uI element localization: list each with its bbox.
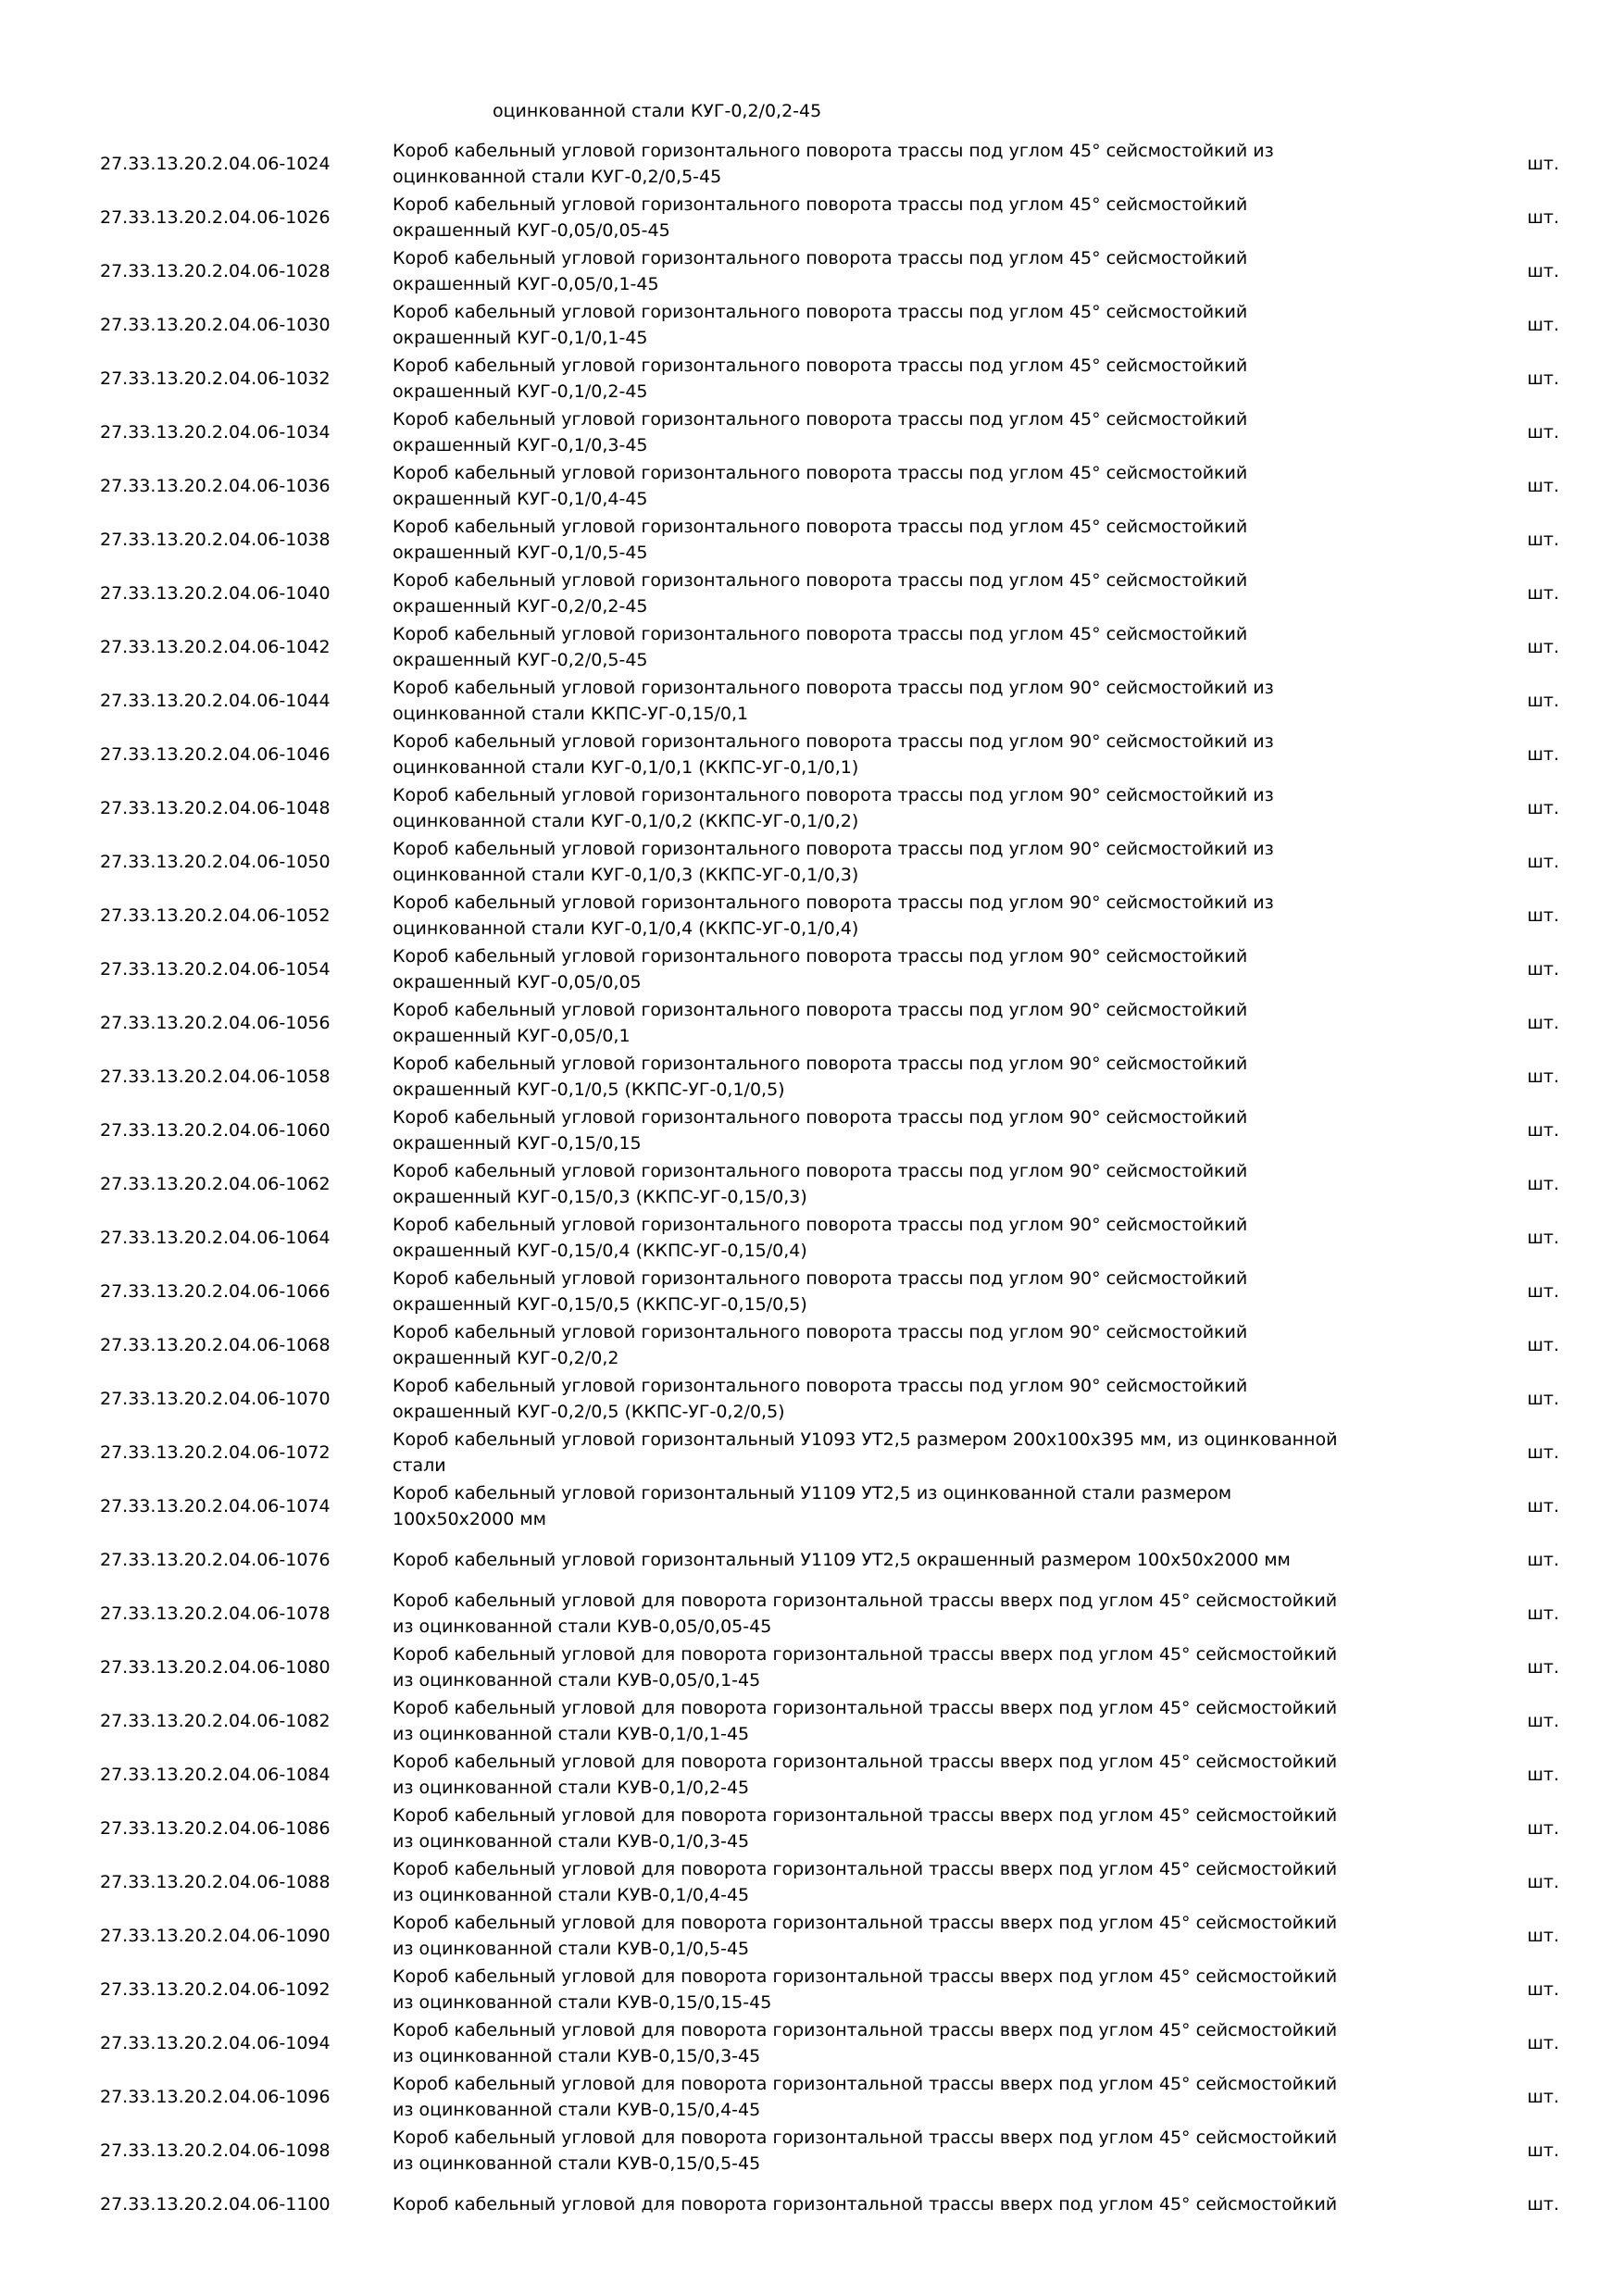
- resource-description: Короб кабельный угловой для поворота горизонтальной трассы вверх под углом 45° сейсмостойкий из оцинкованной стали КУВ-0,15/0,15-45: [393, 1966, 1338, 2013]
- resource-code: 27.33.13.20.2.04.06-1028: [100, 261, 331, 281]
- unit-of-measure: шт.: [1527, 1067, 1559, 1087]
- resource-description: Короб кабельный угловой горизонтального поворота трассы под углом 90° сейсмостойкий окрашенный КУГ-0,15/0,5 (ККПС-УГ-0,15/0,5): [393, 1268, 1248, 1315]
- resource-description: Короб кабельный угловой для поворота горизонтальной трассы вверх под углом 45° сейсмостойкий: [393, 2194, 1338, 2215]
- unit-of-measure: шт.: [1527, 583, 1559, 604]
- resource-description-cell: [393, 1909, 1420, 1963]
- table-row: [0, 1587, 1624, 1641]
- unit-of-measure: шт.: [1527, 315, 1559, 335]
- resource-description-cell: [393, 567, 1420, 620]
- unit-of-measure: шт.: [1527, 1818, 1559, 1839]
- unit-of-measure: шт.: [1527, 2033, 1559, 2053]
- resource-description-cell: [393, 1265, 1420, 1318]
- resource-code: 27.33.13.20.2.04.06-1070: [100, 1389, 331, 1409]
- resource-description: Короб кабельный угловой горизонтальный У1109 УТ2,5 окрашенный размером 100х50х2000 мм: [393, 1550, 1291, 1570]
- resource-code: 27.33.13.20.2.04.06-1084: [100, 1765, 331, 1785]
- unit-of-measure: шт.: [1527, 1603, 1559, 1624]
- table-row: [0, 996, 1624, 1050]
- resource-code: 27.33.13.20.2.04.06-1066: [100, 1281, 331, 1302]
- resource-description-cell: [393, 835, 1420, 889]
- resource-description: Короб кабельный угловой для поворота горизонтальной трассы вверх под углом 45° сейсмостойкий из оцинкованной стали КУВ-0,05/0,05-45: [393, 1591, 1338, 1637]
- resource-description-cell: [393, 1587, 1420, 1641]
- resource-description: Короб кабельный угловой горизонтального поворота трассы под углом 90° сейсмостойкий окрашенный КУГ-0,15/0,3 (ККПС-УГ-0,15/0,3): [393, 1161, 1248, 1207]
- unit-of-measure: шт.: [1527, 1765, 1559, 1785]
- unit-of-measure: шт.: [1527, 422, 1559, 443]
- resource-description: Короб кабельный угловой горизонтального поворота трассы под углом 90° сейсмостойкий из оцинкованной стали КУГ-0,1/0,2 (ККПС-УГ-0,1/0,2): [393, 785, 1274, 831]
- resource-code: 27.33.13.20.2.04.06-1096: [100, 2087, 331, 2107]
- unit-of-measure: шт.: [1527, 1711, 1559, 1731]
- table-row: [0, 1855, 1624, 1909]
- table-row: [0, 513, 1624, 567]
- resource-description-cell: [393, 1855, 1420, 1909]
- resource-code: 27.33.13.20.2.04.06-1056: [100, 1013, 331, 1033]
- resource-code: 27.33.13.20.2.04.06-1052: [100, 905, 331, 926]
- resource-description-cell: [393, 620, 1420, 674]
- resource-code: 27.33.13.20.2.04.06-1064: [100, 1228, 331, 1248]
- table-row: [0, 1265, 1624, 1318]
- resource-code: 27.33.13.20.2.04.06-1082: [100, 1711, 331, 1731]
- unit-of-measure: шт.: [1527, 1657, 1559, 1678]
- table-row: [0, 2177, 1624, 2231]
- resource-description: Короб кабельный угловой для поворота горизонтальной трассы вверх под углом 45° сейсмостойкий из оцинкованной стали КУВ-0,05/0,1-45: [393, 1644, 1338, 1691]
- resource-description: Короб кабельный угловой для поворота горизонтальной трассы вверх под углом 45° сейсмостойкий из оцинкованной стали КУВ-0,15/0,3-45: [393, 2020, 1338, 2066]
- resource-description-cell: [393, 1694, 1420, 1748]
- resource-description: Короб кабельный угловой горизонтальный У1109 УТ2,5 из оцинкованной стали размером 100х50х2000 мм: [393, 1483, 1232, 1529]
- resource-description: Короб кабельный угловой для поворота горизонтальной трассы вверх под углом 45° сейсмостойкий из оцинкованной стали КУВ-0,1/0,1-45: [393, 1698, 1338, 1744]
- resource-code: 27.33.13.20.2.04.06-1080: [100, 1657, 331, 1678]
- table-row: [0, 889, 1624, 942]
- resource-code: 27.33.13.20.2.04.06-1060: [100, 1120, 331, 1141]
- price-table: [0, 137, 1624, 2231]
- resource-description-cell: [393, 406, 1420, 459]
- unit-of-measure: шт.: [1527, 1120, 1559, 1141]
- resource-code: 27.33.13.20.2.04.06-1072: [100, 1442, 331, 1463]
- resource-description: Короб кабельный угловой горизонтального поворота трассы под углом 90° сейсмостойкий окрашенный КУГ-0,2/0,2: [393, 1322, 1248, 1368]
- resource-code: 27.33.13.20.2.04.06-1074: [100, 1496, 331, 1516]
- table-row: [0, 191, 1624, 244]
- table-row: [0, 620, 1624, 674]
- unit-of-measure: шт.: [1527, 207, 1559, 228]
- resource-description-cell: [393, 728, 1420, 781]
- unit-of-measure: шт.: [1527, 1442, 1559, 1463]
- resource-description-cell: [393, 889, 1420, 942]
- resource-description-cell: [393, 1533, 1420, 1587]
- unit-of-measure: шт.: [1527, 959, 1559, 980]
- table-row: [0, 728, 1624, 781]
- unit-of-measure: шт.: [1527, 1174, 1559, 1194]
- unit-of-measure: шт.: [1527, 798, 1559, 818]
- table-row: [0, 1372, 1624, 1426]
- resource-code: 27.33.13.20.2.04.06-1032: [100, 368, 331, 389]
- resource-code: 27.33.13.20.2.04.06-1054: [100, 959, 331, 980]
- table-row: [0, 244, 1624, 298]
- resource-code: 27.33.13.20.2.04.06-1036: [100, 476, 331, 496]
- unit-of-measure: шт.: [1527, 2194, 1559, 2215]
- resource-description-cell: [393, 1426, 1420, 1479]
- resource-description: Короб кабельный угловой горизонтального поворота трассы под углом 45° сейсмостойкий окрашенный КУГ-0,05/0,05-45: [393, 194, 1248, 241]
- table-row: [0, 1694, 1624, 1748]
- resource-description-cell: [393, 674, 1420, 728]
- unit-of-measure: шт.: [1527, 368, 1559, 389]
- unit-of-measure: шт.: [1527, 852, 1559, 872]
- resource-description: Короб кабельный угловой горизонтальный У1093 УТ2,5 размером 200х100х395 мм, из оцинкованной стали: [393, 1429, 1338, 1476]
- unit-of-measure: шт.: [1527, 1335, 1559, 1355]
- resource-description-cell: [393, 1050, 1420, 1104]
- resource-code: 27.33.13.20.2.04.06-1090: [100, 1926, 331, 1946]
- table-row: [0, 137, 1624, 191]
- resource-code: 27.33.13.20.2.04.06-1058: [100, 1067, 331, 1087]
- table-row: [0, 1318, 1624, 1372]
- resource-code: 27.33.13.20.2.04.06-1046: [100, 744, 331, 765]
- resource-description: Короб кабельный угловой горизонтального поворота трассы под углом 90° сейсмостойкий окрашенный КУГ-0,15/0,4 (ККПС-УГ-0,15/0,4): [393, 1215, 1248, 1261]
- table-row: [0, 567, 1624, 620]
- resource-description-cell: [393, 513, 1420, 567]
- resource-code: 27.33.13.20.2.04.06-1044: [100, 691, 331, 711]
- resource-description: Короб кабельный угловой горизонтального поворота трассы под углом 45° сейсмостойкий окрашенный КУГ-0,05/0,1-45: [393, 248, 1248, 294]
- resource-description: Короб кабельный угловой горизонтального поворота трассы под углом 45° сейсмостойкий окрашенный КУГ-0,1/0,3-45: [393, 409, 1248, 455]
- resource-code: 27.33.13.20.2.04.06-1040: [100, 583, 331, 604]
- resource-description: Короб кабельный угловой горизонтального поворота трассы под углом 90° сейсмостойкий окрашенный КУГ-0,15/0,15: [393, 1107, 1248, 1154]
- table-body: [0, 137, 1624, 2231]
- resource-description-cell: [393, 1479, 1420, 1533]
- resource-description: Короб кабельный угловой горизонтального поворота трассы под углом 90° сейсмостойкий из оцинкованной стали ККПС-УГ-0,15/0,1: [393, 678, 1274, 724]
- table-row: [0, 942, 1624, 996]
- resource-description-cell: [393, 1641, 1420, 1694]
- table-row: [0, 1963, 1624, 2016]
- unit-of-measure: шт.: [1527, 476, 1559, 496]
- table-row: [0, 298, 1624, 352]
- resource-description-cell: [393, 1318, 1420, 1372]
- resource-code: 27.33.13.20.2.04.06-1094: [100, 2033, 331, 2053]
- resource-description-cell: [393, 1157, 1420, 1211]
- resource-description: Короб кабельный угловой горизонтального поворота трассы под углом 90° сейсмостойкий из оцинкованной стали КУГ-0,1/0,3 (ККПС-УГ-0,1/0,3): [393, 839, 1274, 885]
- resource-description: Короб кабельный угловой горизонтального поворота трассы под углом 90° сейсмостойкий окрашенный КУГ-0,2/0,5 (ККПС-УГ-0,2/0,5): [393, 1376, 1248, 1422]
- resource-description: Короб кабельный угловой горизонтального поворота трассы под углом 45° сейсмостойкий окрашенный КУГ-0,1/0,4-45: [393, 463, 1248, 509]
- resource-description-cell: [393, 1211, 1420, 1265]
- resource-description: Короб кабельный угловой для поворота горизонтальной трассы вверх под углом 45° сейсмостойкий из оцинкованной стали КУВ-0,1/0,5-45: [393, 1913, 1338, 1959]
- unit-of-measure: шт.: [1527, 1550, 1559, 1570]
- resource-description-cell: [393, 459, 1420, 513]
- resource-description: Короб кабельный угловой для поворота горизонтальной трассы вверх под углом 45° сейсмостойкий из оцинкованной стали КУВ-0,15/0,4-45: [393, 2074, 1338, 2120]
- table-row: [0, 2016, 1624, 2070]
- resource-code: 27.33.13.20.2.04.06-1030: [100, 315, 331, 335]
- resource-description: Короб кабельный угловой горизонтального поворота трассы под углом 90° сейсмостойкий из оцинкованной стали КУГ-0,1/0,1 (ККПС-УГ-0,1/0,1): [393, 731, 1274, 778]
- resource-description-cell: [393, 1802, 1420, 1855]
- unit-of-measure: шт.: [1527, 1228, 1559, 1248]
- unit-of-measure: шт.: [1527, 1013, 1559, 1033]
- table-row: [0, 781, 1624, 835]
- resource-description-cell: [393, 1963, 1420, 2016]
- unit-of-measure: шт.: [1527, 1389, 1559, 1409]
- resource-description-cell: [393, 137, 1420, 191]
- table-row: [0, 835, 1624, 889]
- table-row: [0, 1748, 1624, 1802]
- resource-code: 27.33.13.20.2.04.06-1068: [100, 1335, 331, 1355]
- table-row: [0, 1050, 1624, 1104]
- unit-of-measure: шт.: [1527, 905, 1559, 926]
- resource-description-cell: [393, 1104, 1420, 1157]
- unit-of-measure: шт.: [1527, 1872, 1559, 1892]
- table-row: [0, 459, 1624, 513]
- unit-of-measure: шт.: [1527, 154, 1559, 174]
- resource-description: Короб кабельный угловой для поворота горизонтальной трассы вверх под углом 45° сейсмостойкий из оцинкованной стали КУВ-0,1/0,3-45: [393, 1805, 1338, 1852]
- table-row: [0, 1104, 1624, 1157]
- resource-description: Короб кабельный угловой горизонтального поворота трассы под углом 45° сейсмостойкий окрашенный КУГ-0,2/0,5-45: [393, 624, 1248, 670]
- unit-of-measure: шт.: [1527, 261, 1559, 281]
- resource-description: Короб кабельный угловой горизонтального поворота трассы под углом 90° сейсмостойкий окрашенный КУГ-0,1/0,5 (ККПС-УГ-0,1/0,5): [393, 1054, 1248, 1100]
- resource-code: 27.33.13.20.2.04.06-1042: [100, 637, 331, 657]
- unit-of-measure: шт.: [1527, 744, 1559, 765]
- table-row: [0, 2124, 1624, 2177]
- resource-description: Короб кабельный угловой горизонтального поворота трассы под углом 90° сейсмостойкий окрашенный КУГ-0,05/0,1: [393, 1000, 1248, 1046]
- resource-description-cell: [393, 1748, 1420, 1802]
- resource-description: Короб кабельный угловой горизонтального поворота трассы под углом 45° сейсмостойкий окрашенный КУГ-0,1/0,1-45: [393, 302, 1248, 348]
- resource-code: 27.33.13.20.2.04.06-1048: [100, 798, 331, 818]
- table-row: [0, 674, 1624, 728]
- unit-of-measure: шт.: [1527, 530, 1559, 550]
- resource-description-cell: [393, 352, 1420, 406]
- resource-code: 27.33.13.20.2.04.06-1024: [100, 154, 331, 174]
- table-row: [0, 352, 1624, 406]
- resource-code: 27.33.13.20.2.04.06-1092: [100, 1979, 331, 2000]
- table-row: [0, 1157, 1624, 1211]
- resource-code: 27.33.13.20.2.04.06-1038: [100, 530, 331, 550]
- resource-description: Короб кабельный угловой для поворота горизонтальной трассы вверх под углом 45° сейсмостойкий из оцинкованной стали КУВ-0,1/0,2-45: [393, 1752, 1338, 1798]
- resource-description: Короб кабельный угловой горизонтального поворота трассы под углом 45° сейсмостойкий из оцинкованной стали КУГ-0,2/0,5-45: [393, 141, 1274, 187]
- unit-of-measure: шт.: [1527, 1979, 1559, 2000]
- resource-description-cell: [393, 298, 1420, 352]
- resource-code: 27.33.13.20.2.04.06-1076: [100, 1550, 331, 1570]
- resource-description-cell: [393, 2124, 1420, 2177]
- resource-description-cell: [393, 244, 1420, 298]
- resource-description: Короб кабельный угловой горизонтального поворота трассы под углом 45° сейсмостойкий окрашенный КУГ-0,1/0,2-45: [393, 356, 1248, 402]
- unit-of-measure: шт.: [1527, 637, 1559, 657]
- resource-code: 27.33.13.20.2.04.06-1078: [100, 1603, 331, 1624]
- resource-description: Короб кабельный угловой для поворота горизонтальной трассы вверх под углом 45° сейсмостойкий из оцинкованной стали КУВ-0,15/0,5-45: [393, 2128, 1338, 2174]
- resource-description-cell: [393, 781, 1420, 835]
- resource-code: 27.33.13.20.2.04.06-1098: [100, 2140, 331, 2161]
- table-row: [0, 1426, 1624, 1479]
- unit-of-measure: шт.: [1527, 2140, 1559, 2161]
- table-row: [0, 1479, 1624, 1533]
- resource-description: Короб кабельный угловой горизонтального поворота трассы под углом 90° сейсмостойкий из оцинкованной стали КУГ-0,1/0,4 (ККПС-УГ-0,1/0,4): [393, 892, 1274, 939]
- resource-code: 27.33.13.20.2.04.06-1086: [100, 1818, 331, 1839]
- resource-description-cell: [393, 2070, 1420, 2124]
- continued-description: оцинкованной стали КУГ-0,2/0,2-45: [493, 101, 822, 121]
- resource-description-cell: [393, 191, 1420, 244]
- unit-of-measure: шт.: [1527, 691, 1559, 711]
- table-row: [0, 1533, 1624, 1587]
- table-row: [0, 406, 1624, 459]
- table-row: [0, 1641, 1624, 1694]
- resource-description-cell: [393, 1372, 1420, 1426]
- unit-of-measure: шт.: [1527, 1926, 1559, 1946]
- table-row: [0, 1802, 1624, 1855]
- resource-code: 27.33.13.20.2.04.06-1026: [100, 207, 331, 228]
- unit-of-measure: шт.: [1527, 2087, 1559, 2107]
- resource-code: 27.33.13.20.2.04.06-1088: [100, 1872, 331, 1892]
- table-row: [0, 1211, 1624, 1265]
- table-row: [0, 1909, 1624, 1963]
- table-row: [0, 2070, 1624, 2124]
- resource-description: Короб кабельный угловой горизонтального поворота трассы под углом 45° сейсмостойкий окрашенный КУГ-0,2/0,2-45: [393, 570, 1248, 617]
- resource-code: 27.33.13.20.2.04.06-1050: [100, 852, 331, 872]
- resource-description: Короб кабельный угловой для поворота горизонтальной трассы вверх под углом 45° сейсмостойкий из оцинкованной стали КУВ-0,1/0,4-45: [393, 1859, 1338, 1905]
- resource-description-cell: [393, 2016, 1420, 2070]
- resource-description-cell: [393, 942, 1420, 996]
- unit-of-measure: шт.: [1527, 1496, 1559, 1516]
- resource-description-cell: [393, 2177, 1420, 2231]
- resource-code: 27.33.13.20.2.04.06-1062: [100, 1174, 331, 1194]
- resource-description: Короб кабельный угловой горизонтального поворота трассы под углом 45° сейсмостойкий окрашенный КУГ-0,1/0,5-45: [393, 517, 1248, 563]
- resource-code: 27.33.13.20.2.04.06-1034: [100, 422, 331, 443]
- resource-code: 27.33.13.20.2.04.06-1100: [100, 2194, 331, 2215]
- resource-description-cell: [393, 996, 1420, 1050]
- unit-of-measure: шт.: [1527, 1281, 1559, 1302]
- resource-description: Короб кабельный угловой горизонтального поворота трассы под углом 90° сейсмостойкий окрашенный КУГ-0,05/0,05: [393, 946, 1248, 992]
